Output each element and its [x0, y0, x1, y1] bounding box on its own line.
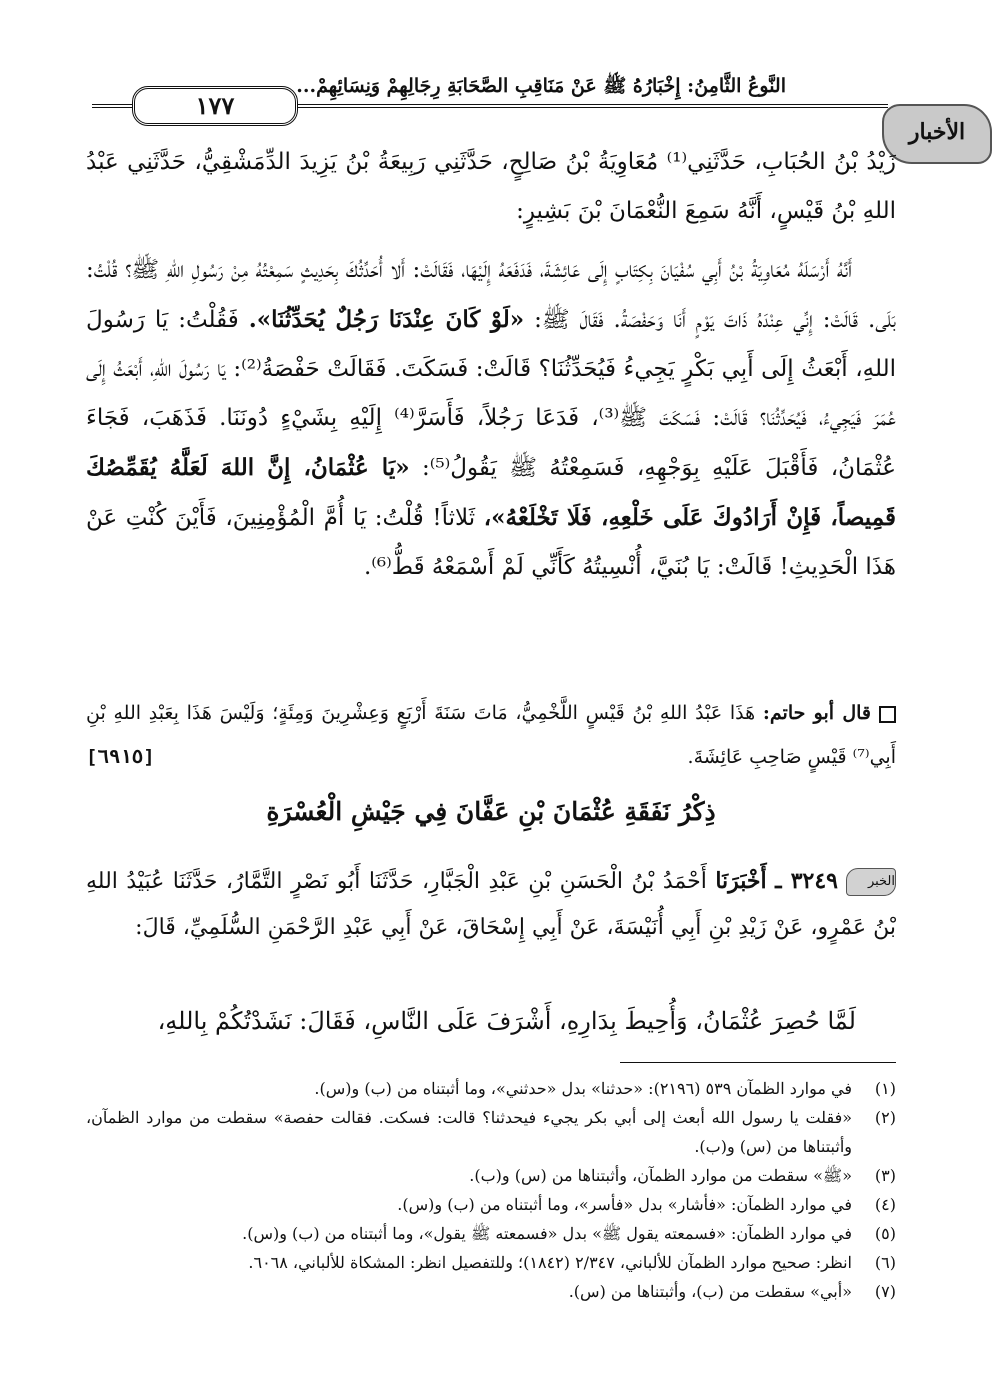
- footnote-text: في موارد الظمآن: «فأشار» بدل «فأسر»، وما أثبتناه من (ب) و(س).: [397, 1195, 852, 1214]
- footnote-text: في موارد الظمآن ٥٣٩ (٢١٩٦): «حدثنا» بدل «حدثني»، وما أثبتناه من (ب) و(س).: [314, 1079, 852, 1098]
- footnote-number: (٤): [874, 1195, 896, 1214]
- page-header: [92, 58, 966, 145]
- hadith-matn-text: لَمَّا حُصِرَ عُثْمَانُ، وَأُحِيطَ بِدَارِهِ، أَشْرَفَ عَلَى النَّاسِ، فَقَالَ: نَشَدْتُكُمْ بِاللهِ،: [157, 1007, 856, 1035]
- square-marker-icon: [879, 706, 896, 723]
- footnote: [86, 1103, 896, 1161]
- footnote-number: (١): [874, 1079, 896, 1098]
- abu-hatim-label: قال أبو حاتم:: [762, 702, 871, 724]
- matn-text-2: فَقُلْتُ: يَا رَسُولَ اللهِ، أَبْعَثُ إِلَى أَبِي بَكْرٍ يَجِيءُ فَيُحَدِّثُنَا؟ قَالَتْ: فَسَكَتَ. فَقَالَتْ حَفْصَةُ⁽²⁾: يَا رَسُولَ اللهِ، أَبْعَثُ إِلَى عُمَرَ فَيَجِيءُ، فَيُحَدِّثُنَا؟ قَالَتْ: فَسَكَتَ ﷺ⁽³⁾، فَدَعَا رَجُلاً، فَأَسَرَّ⁽⁴⁾ إِلَيْهِ بِشَيْءٍ دُونَنَا. فَذَهَبَ، فَجَاءَ عُثْمَانُ، فَأَقْبَلَ عَلَيْهِ بِوَجْهِهِ، فَسَمِعْتُهُ ﷺ يَقُولُ⁽⁵⁾:: [86, 307, 897, 481]
- hadith-matn: [86, 997, 896, 1045]
- header-rule-left: [92, 104, 132, 108]
- footnote: [86, 1219, 896, 1248]
- hadith-3249: [86, 858, 896, 951]
- footnote-number: (٢): [874, 1108, 896, 1127]
- matn-text-1: أَنَّهُ أَرْسَلَهُ مُعَاوِيَةُ بْنُ أَبِي سُفْيَانَ بِكِتَابٍ إِلَى عَائِشَةَ، فَدَفَعَهُ إِلَيْهَا، فَقَالَتْ: أَلا أُحَدِّثُكَ بِحَدِيثٍ سَمِعْتُهُ مِنْ رَسُولِ اللهِ ﷺ؟ قُلْتُ: بَلَى. قَالَتْ: إِنِّي عِنْدَهُ ذَاتَ يَوْمٍ أَنَا وَحَفْصَةُ. فَقَالَ ﷺ:: [86, 257, 896, 333]
- prophet-quote-1: «لَوْ كَانَ عِنْدَنَا رَجُلٌ يُحَدِّثُنَا».: [248, 306, 525, 333]
- hadith-reference-number: [٦٩١٥]: [86, 746, 155, 768]
- footnotes: [86, 1074, 896, 1306]
- hadith-lead-word: أَخْبَرَنَا: [715, 868, 767, 894]
- prophet-quote-2: «يَا عُثْمَانُ، إِنَّ اللهَ لَعَلَّهُ يُقَمِّصُكَ قَمِيصاً، فَإِنْ أَرَادُوكَ عَلَى خَلْعِهِ، فَلَا تَخْلَعْهُ»،: [86, 454, 896, 531]
- footnote-text: في موارد الظمآن: «فسمعته يقول ﷺ» بدل «فسمعته ﷺ يقول»، وما أثبتناه من (ب) و(س).: [242, 1224, 852, 1243]
- matn-paragraph: [86, 246, 896, 592]
- footnote-number: (٣): [874, 1166, 896, 1185]
- book-tag-ornament: الأخبار: [882, 104, 992, 164]
- footnote-text: انظر: صحيح موارد الظمآن للألباني، ٢/٣٤٧ (١٨٤٢)؛ وللتفصيل انظر: المشكاة للألباني، ٦٠٦٨.: [248, 1253, 852, 1272]
- footnote-number: (٦): [874, 1253, 896, 1272]
- header-rule: [298, 104, 888, 108]
- footnote: [86, 1190, 896, 1219]
- khabar-ornament-icon: الخبر: [846, 868, 896, 896]
- footnote-number: (٧): [874, 1282, 896, 1301]
- section-title: ذِكْرُ نَفَقَةِ عُثْمَانَ بْنِ عَفَّانَ فِي جَيْشِ الْعُسْرَةِ: [266, 797, 716, 826]
- footnote: [86, 1277, 896, 1306]
- footnote-text: «أبي» سقطت من (ب)، وأثبتناها من (س).: [568, 1282, 852, 1301]
- footnote-text: «فقلت يا رسول الله أبعث إلى أبي بكر يجيء فيحدثنا؟ قالت: فسكت. فقالت حفصة» سقطت من موارد الظمآن، وأثبتناها من (س) و(ب).: [86, 1108, 852, 1156]
- footnote: [86, 1248, 896, 1277]
- hadith-isnad: أَحْمَدُ بْنُ الْحَسَنِ بْنِ عَبْدِ الْجَبَّارِ، حَدَّثَنَا أَبُو نَصْرٍ التَّمَّارُ، حَدَّثَنَا عُبَيْدُ اللهِ بْنُ عَمْرٍو، عَنْ زَيْدِ بْنِ أَبِي أُنَيْسَةَ، عَنْ أَبِي إِسْحَاقَ، عَنْ أَبِي عَبْدِ الرَّحْمَنِ السُّلَمِيِّ، قَالَ:: [86, 869, 896, 940]
- footnote-text: «ﷺ» سقطت من موارد الظمآن، وأثبتناها من (س) و(ب).: [469, 1166, 852, 1185]
- footnote-number: (٥): [874, 1224, 896, 1243]
- footnote: [86, 1074, 896, 1103]
- running-title: النَّوعُ الثَّامِنُ: إِخْبَارُهُ ﷺ عَنْ مَنَاقِبِ الصَّحَابَةِ رِجَالِهِمْ وَنِسَائِهِمْ...: [296, 75, 786, 97]
- footnote: [86, 1161, 896, 1190]
- matn-text-3: ثَلاثاً! قُلْتُ: يَا أُمَّ الْمُؤْمِنِينَ، فَأَيْنَ كُنْتِ عَنْ هَذَا الْحَدِيثِ! قَالَتْ: يَا بُنَيَّ، أُنْسِيتُهُ كَأَنِّي لَمْ أَسْمَعْهُ قَطُّ⁽⁶⁾.: [86, 505, 896, 580]
- hadith-number: ٣٢٤٩ ـ: [775, 868, 838, 894]
- abu-hatim-note: [86, 691, 896, 779]
- hadith-body: [86, 138, 896, 602]
- page-number: ١٧٧: [132, 86, 298, 126]
- abu-hatim-text: هَذَا عَبْدُ اللهِ بْنُ قَيْسٍ اللَّخْمِيُّ، مَاتَ سَنَةَ أَرْبَعٍ وَعِشْرِينَ وَمِئَةٍ؛ وَلَيْسَ هَذَا بِعَبْدِ اللهِ بْنِ أَبِي⁽⁷⁾ قَيْسٍ صَاحِبِ عَائِشَةَ.: [86, 702, 896, 768]
- footnote-separator: [620, 1062, 896, 1063]
- isnad-paragraph: زَيْدُ بْنُ الحُبَابِ، حَدَّثَنِي⁽¹⁾ مُعَاوِيَةُ بْنُ صَالِحٍ، حَدَّثَنِي رَبِيعَةُ بْنُ يَزِيدَ الدِّمَشْقِيُّ، حَدَّثَنِي عَبْدُ اللهِ بْنُ قَيْسٍ، أَنَّهُ سَمِعَ النُّعْمَانَ بْنَ بَشِيرٍ:: [86, 149, 896, 224]
